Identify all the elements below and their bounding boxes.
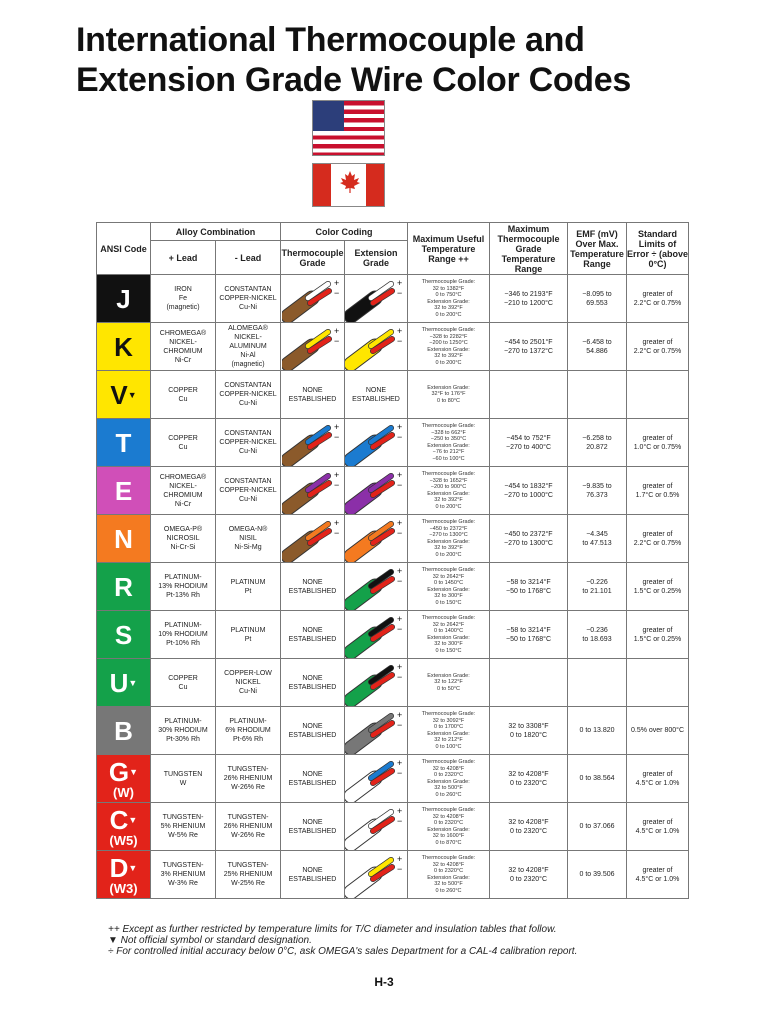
header-ext-grade: Extension Grade [345,241,408,275]
emf-range: −8.095 to 69.553 [568,275,627,323]
tc-grade-color: NONE ESTABLISHED [281,563,345,611]
emf-range [568,659,627,707]
minus-lead-alloy: CONSTANTAN COPPER-NICKEL Cu-Ni [216,275,281,323]
emf-range [568,371,627,419]
ansi-code-cell [97,371,151,419]
max-tc-range: −58 to 3214°F −50 to 1768°C [490,611,568,659]
svg-text:+: + [397,757,403,768]
tc-grade-color: NONE ESTABLISHED [281,611,345,659]
max-tc-range [490,371,568,419]
plus-lead-alloy: PLATINUM- 10% RHODIUM Pt-10% Rh [151,611,216,659]
max-tc-range: −58 to 3214°F −50 to 1768°C [490,563,568,611]
svg-text:−: − [397,719,403,730]
max-useful-range: Extension Grade: 32 to 122°F 0 to 50°C [408,659,490,707]
max-tc-range: −454 to 1832°F −270 to 1000°C [490,467,568,515]
ansi-code: E [114,475,133,506]
std-limits-error: 0.5% over 800°C [627,707,689,755]
minus-lead-alloy: PLATINUM Pt [216,563,281,611]
max-useful-range: Thermocouple Grade: −450 to 2372°F −270 to 1300°C Extension Grade: 32 to 392°F 0 to 200°C [408,515,490,563]
tc-grade-color [281,419,345,467]
ansi-code: D [109,852,129,883]
wire-icon [345,324,407,370]
max-tc-range: 32 to 4208°F 0 to 2320°C [490,803,568,851]
emf-range: −4.345 to 47.513 [568,515,627,563]
ansi-code: T [115,427,132,458]
table-row [97,515,689,563]
ext-grade-color [345,419,408,467]
std-limits-error: greater of 1.5°C or 0.25% [627,611,689,659]
svg-text:+: + [397,421,403,432]
ansi-code: G [108,756,130,787]
svg-text:−: − [333,431,339,442]
max-tc-range [490,659,568,707]
header-max-tc-temp: Maximum Thermocouple Grade Temperature Range [490,223,568,275]
tc-grade-color [281,275,345,323]
table-row [97,419,689,467]
ext-grade-color [345,515,408,563]
max-tc-range: −454 to 752°F −270 to 400°C [490,419,568,467]
ansi-code: V [110,379,128,410]
header-max-useful-temp: Maximum Useful Temperature Range ++ [408,223,490,275]
max-useful-range: Thermocouple Grade: −328 to 2282°F −200 to 1250°C Extension Grade: 32 to 392°F 0 to 200°C [408,323,490,371]
minus-lead-alloy: PLATINUM Pt [216,611,281,659]
plus-lead-alloy: CHROMEGA® NICKEL- CHROMIUM Ni-Cr [151,323,216,371]
wire-icon [345,612,407,658]
ext-grade-color [345,659,408,707]
ansi-code-alt: (W3) [109,880,138,896]
ansi-code-cell [97,419,151,467]
ansi-code-cell [97,707,151,755]
ansi-code: B [114,715,133,746]
plus-lead-alloy: CHROMEGA® NICKEL- CHROMIUM Ni-Cr [151,467,216,515]
color-code-table [96,222,689,899]
svg-text:+: + [333,325,339,336]
svg-text:+: + [333,277,339,288]
ansi-code-cell [97,659,151,707]
ansi-code: J [116,283,131,314]
svg-text:−: − [333,335,339,346]
minus-lead-alloy: TUNGSTEN- 26% RHENIUM W-26% Re [216,803,281,851]
svg-text:+: + [397,709,403,720]
page-number: H-3 [374,975,394,989]
table-row [97,659,689,707]
ansi-code-cell [97,755,151,803]
max-tc-range: −450 to 2372°F −270 to 1300°C [490,515,568,563]
tc-grade-color: NONE ESTABLISHED [281,851,345,899]
max-useful-range: Thermocouple Grade: 32 to 3092°F 0 to 1700°C Extension Grade: 32 to 212°F 0 to 100°C [408,707,490,755]
page-title [76,20,716,100]
tc-grade-color [281,515,345,563]
svg-text:+: + [397,469,403,480]
svg-text:−: − [397,815,403,826]
wire-icon [282,468,344,514]
std-limits-error: greater of 1.5°C or 0.25% [627,563,689,611]
ext-grade-color [345,611,408,659]
svg-text:−: − [397,863,403,874]
header-tc-grade: Thermocouple Grade [281,241,345,275]
svg-text:−: − [397,671,403,682]
std-limits-error: greater of 1.0°C or 0.75% [627,419,689,467]
wire-icon [345,468,407,514]
ansi-code-alt: (W) [113,784,134,800]
tc-grade-color [281,323,345,371]
max-useful-range: Thermocouple Grade: 32 to 2642°F 0 to 1450°C Extension Grade: 32 to 300°F 0 to 150°C [408,563,490,611]
max-useful-range: Thermocouple Grade: 32 to 4208°F 0 to 2320°C Extension Grade: 32 to 1600°F 0 to 870°C [408,803,490,851]
svg-text:−: − [397,431,403,442]
wire-icon [282,516,344,562]
minus-lead-alloy: TUNGSTEN- 25% RHENIUM W-25% Re [216,851,281,899]
tc-grade-color: NONE ESTABLISHED [281,659,345,707]
title-line-2: Extension Grade Wire Color Codes [76,61,631,99]
max-tc-range: −346 to 2193°F −210 to 1200°C [490,275,568,323]
wire-icon [345,852,407,898]
plus-lead-alloy: TUNGSTEN W [151,755,216,803]
table-row [97,803,689,851]
ansi-code: K [114,331,133,362]
unofficial-marker: ▼ [128,862,138,873]
wire-icon [345,708,407,754]
svg-text:−: − [333,527,339,538]
max-useful-range: Thermocouple Grade: 32 to 4208°F 0 to 2320°C Extension Grade: 32 to 500°F 0 to 260°C [408,851,490,899]
emf-range: −6.258 to 20.872 [568,419,627,467]
emf-range: −9.835 to 76.373 [568,467,627,515]
ansi-code-cell [97,515,151,563]
header-alloy-combination: Alloy Combination [151,223,281,241]
unofficial-marker: ▼ [129,766,139,777]
emf-range: −0.236 to 18.693 [568,611,627,659]
svg-text:+: + [397,613,403,624]
plus-lead-alloy: OMEGA-P® NICROSIL Ni-Cr-Si [151,515,216,563]
svg-text:−: − [397,575,403,586]
ansi-code-cell [97,611,151,659]
header-ansi-code: ANSI Code [97,223,151,275]
title-line-1: International Thermocouple and [76,21,585,59]
footnote: ÷ For controlled initial accuracy below 0°C, ask OMEGA's sales Department for a CAL-4 calibration report. [108,946,578,957]
svg-text:+: + [333,517,339,528]
plus-lead-alloy: IRON Fe (magnetic) [151,275,216,323]
minus-lead-alloy: CONSTANTAN COPPER-NICKEL Cu-Ni [216,419,281,467]
max-tc-range: 32 to 3308°F 0 to 1820°C [490,707,568,755]
max-tc-range: 32 to 4208°F 0 to 2320°C [490,851,568,899]
ansi-code: S [114,619,133,650]
plus-lead-alloy: COPPER Cu [151,659,216,707]
svg-text:−: − [397,335,403,346]
tc-grade-color: NONE ESTABLISHED [281,803,345,851]
ext-grade-color [345,707,408,755]
ansi-code-cell [97,275,151,323]
ansi-code: N [114,523,133,554]
max-tc-range: −454 to 2501°F −270 to 1372°C [490,323,568,371]
max-tc-range: 32 to 4208°F 0 to 2320°C [490,755,568,803]
wire-icon [345,276,407,322]
footnote: ▼ Not official symbol or standard designation. [108,935,312,946]
svg-text:−: − [333,479,339,490]
wire-icon [282,420,344,466]
emf-range: 0 to 39.506 [568,851,627,899]
ext-grade-color [345,467,408,515]
footnote: ++ Except as further restricted by temperature limits for T/C diameter and insulation tables that follow. [108,924,557,935]
table-row [97,851,689,899]
std-limits-error: greater of 4.5°C or 1.0% [627,755,689,803]
unofficial-marker: ▼ [127,389,137,400]
std-limits-error: greater of 2.2°C or 0.75% [627,323,689,371]
plus-lead-alloy: TUNGSTEN- 3% RHENIUM W-3% Re [151,851,216,899]
svg-text:−: − [397,623,403,634]
minus-lead-alloy: CONSTANTAN COPPER-NICKEL Cu-Ni [216,371,281,419]
ext-grade-color [345,275,408,323]
minus-lead-alloy: OMEGA-N® NISIL Ni-Si-Mg [216,515,281,563]
tc-grade-color: NONE ESTABLISHED [281,371,345,419]
table-row [97,563,689,611]
wire-icon [345,420,407,466]
minus-lead-alloy: TUNGSTEN- 26% RHENIUM W-26% Re [216,755,281,803]
plus-lead-alloy: TUNGSTEN- 5% RHENIUM W-5% Re [151,803,216,851]
ext-grade-color [345,563,408,611]
plus-lead-alloy: COPPER Cu [151,371,216,419]
max-useful-range: Thermocouple Grade: 32 to 2642°F 0 to 1400°C Extension Grade: 32 to 300°F 0 to 150°C [408,611,490,659]
wire-icon [345,564,407,610]
canada-flag-icon [312,163,385,207]
minus-lead-alloy: PLATINUM- 6% RHODIUM Pt-6% Rh [216,707,281,755]
svg-text:+: + [397,517,403,528]
svg-text:+: + [397,277,403,288]
table-row [97,275,689,323]
ansi-code-cell [97,563,151,611]
header-plus-lead: + Lead [151,241,216,275]
us-flag-icon [312,100,385,156]
emf-range: −6.458 to 54.886 [568,323,627,371]
plus-lead-alloy: PLATINUM- 30% RHODIUM Pt-30% Rh [151,707,216,755]
max-useful-range: Thermocouple Grade: −328 to 1652°F −200 to 900°C Extension Grade: 32 to 392°F 0 to 200°C [408,467,490,515]
max-useful-range: Thermocouple Grade: 32 to 4208°F 0 to 2320°C Extension Grade: 32 to 500°F 0 to 260°C [408,755,490,803]
wire-icon [345,804,407,850]
wire-icon [282,324,344,370]
max-useful-range: Thermocouple Grade: −328 to 662°F −250 to 350°C Extension Grade: −76 to 212°F −60 to 100°C [408,419,490,467]
minus-lead-alloy: COPPER-LOW NICKEL Cu-Ni [216,659,281,707]
std-limits-error: greater of 2.2°C or 0.75% [627,515,689,563]
unofficial-marker: ▼ [128,677,138,688]
header-color-coding: Color Coding [281,223,408,241]
tc-grade-color: NONE ESTABLISHED [281,707,345,755]
ext-grade-color [345,755,408,803]
ext-grade-color [345,851,408,899]
tc-grade-color [281,467,345,515]
svg-text:−: − [397,287,403,298]
svg-text:−: − [397,479,403,490]
unofficial-marker: ▼ [128,814,138,825]
minus-lead-alloy: CONSTANTAN COPPER-NICKEL Cu-Ni [216,467,281,515]
std-limits-error: greater of 1.7°C or 0.5% [627,467,689,515]
svg-text:+: + [333,421,339,432]
svg-text:+: + [333,469,339,480]
svg-text:+: + [397,853,403,864]
ext-grade-color [345,803,408,851]
table-row [97,755,689,803]
ansi-code: C [109,804,129,835]
ext-grade-color: NONE ESTABLISHED [345,371,408,419]
ansi-code-cell [97,323,151,371]
wire-icon [345,756,407,802]
svg-text:+: + [397,805,403,816]
wire-icon [282,276,344,322]
table-row [97,611,689,659]
emf-range: 0 to 37.066 [568,803,627,851]
emf-range: −0.226 to 21.101 [568,563,627,611]
std-limits-error: greater of 2.2°C or 0.75% [627,275,689,323]
ansi-code-alt: (W5) [109,832,138,848]
ansi-code: U [109,667,129,698]
table-row [97,467,689,515]
std-limits-error: greater of 4.5°C or 1.0% [627,803,689,851]
ansi-code-cell [97,467,151,515]
ansi-code-cell [97,851,151,899]
wire-icon [345,660,407,706]
svg-text:+: + [397,565,403,576]
table-row [97,707,689,755]
wire-icon [345,516,407,562]
header-std-limits: Standard Limits of Error ÷ (above 0°C) [627,223,689,275]
ext-grade-color [345,323,408,371]
ansi-code-cell [97,803,151,851]
svg-text:+: + [397,661,403,672]
ansi-code: R [114,571,133,602]
plus-lead-alloy: PLATINUM- 13% RHODIUM Pt-13% Rh [151,563,216,611]
emf-range: 0 to 38.564 [568,755,627,803]
std-limits-error [627,371,689,419]
plus-lead-alloy: COPPER Cu [151,419,216,467]
header-emf: EMF (mV) Over Max. Temperature Range [568,223,627,275]
svg-text:−: − [333,287,339,298]
emf-range: 0 to 13.820 [568,707,627,755]
std-limits-error [627,659,689,707]
table-row [97,323,689,371]
header-minus-lead: - Lead [216,241,281,275]
std-limits-error: greater of 4.5°C or 1.0% [627,851,689,899]
max-useful-range: Thermocouple Grade: 32 to 1382°F 0 to 750°C Extension Grade: 32 to 392°F 0 to 200°C [408,275,490,323]
tc-grade-color: NONE ESTABLISHED [281,755,345,803]
svg-text:+: + [397,325,403,336]
svg-text:−: − [397,767,403,778]
max-useful-range: Extension Grade: 32°F to 176°F 0 to 80°C [408,371,490,419]
table-row [97,371,689,419]
svg-text:−: − [397,527,403,538]
minus-lead-alloy: ALOMEGA® NICKEL-ALUMINUM Ni-Al (magnetic) [216,323,281,371]
footnotes [108,924,577,957]
